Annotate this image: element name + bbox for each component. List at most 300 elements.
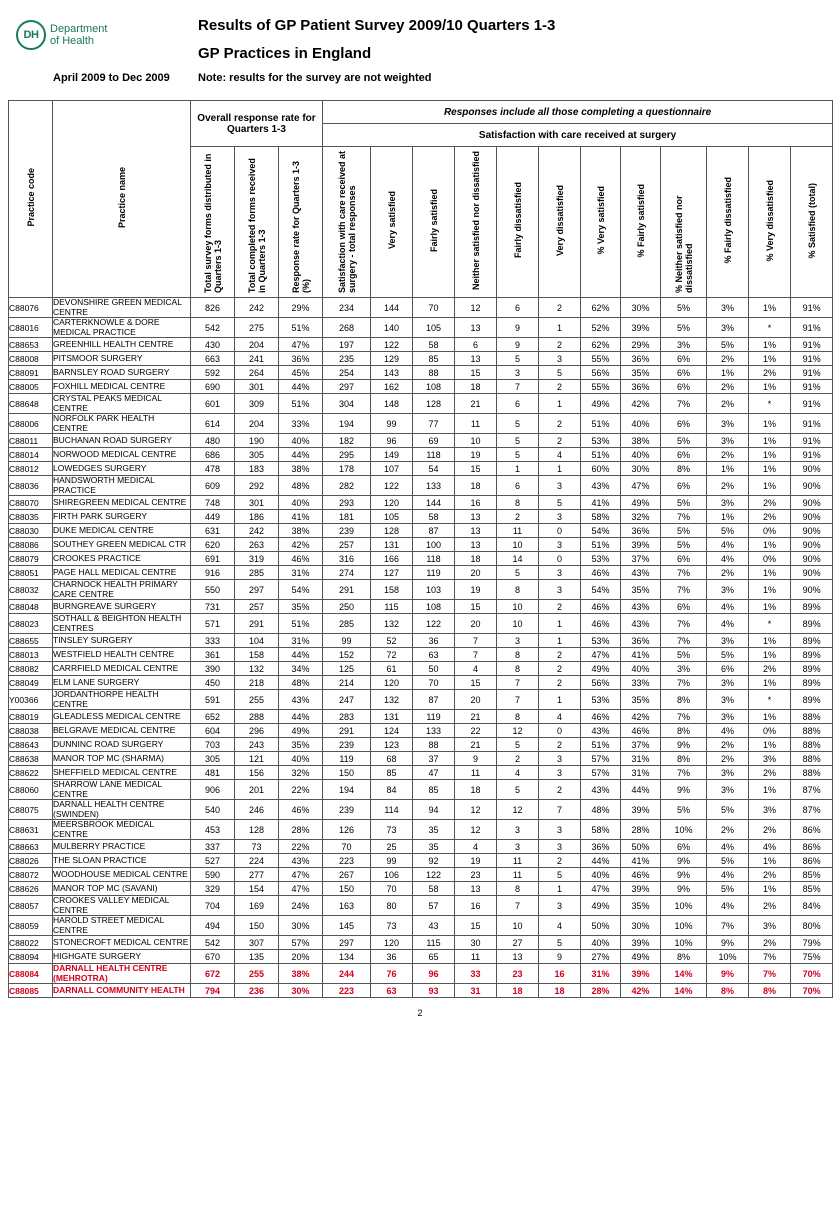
cell-value: 2 — [539, 738, 581, 752]
cell-value: 103 — [413, 580, 455, 600]
table-row — [9, 462, 833, 476]
cell-value: 7% — [661, 614, 707, 634]
cell-value: 99 — [323, 634, 371, 648]
cell-value: 86% — [791, 840, 833, 854]
cell-value: 152 — [323, 648, 371, 662]
cell-value: 88% — [791, 766, 833, 780]
cell-value: 703 — [191, 738, 235, 752]
cell-value: 3% — [707, 690, 749, 710]
cell-practice-code: C88085 — [9, 984, 53, 998]
table-row — [9, 298, 833, 318]
table-row — [9, 366, 833, 380]
cell-value: 46% — [581, 566, 621, 580]
cell-value: 7% — [661, 510, 707, 524]
table-row — [9, 984, 833, 998]
cell-practice-code: C88638 — [9, 752, 53, 766]
cell-value: 29% — [279, 298, 323, 318]
cell-value: 7% — [661, 634, 707, 648]
cell-value: 50% — [621, 840, 661, 854]
cell-value: 3% — [661, 662, 707, 676]
cell-value: 481 — [191, 766, 235, 780]
cell-value: 85% — [791, 882, 833, 896]
cell-value: 0% — [749, 552, 791, 566]
cell-value: 122 — [413, 868, 455, 882]
cell-value: 43% — [279, 854, 323, 868]
cell-practice-code: C88075 — [9, 800, 53, 820]
cell-value: 3% — [707, 298, 749, 318]
cell-value: 13 — [455, 524, 497, 538]
cell-value: 6% — [661, 448, 707, 462]
cell-value: 5% — [707, 338, 749, 352]
cell-value: 33% — [279, 414, 323, 434]
cell-value: 88% — [791, 710, 833, 724]
cell-value: 1% — [749, 298, 791, 318]
cell-value: 150 — [235, 916, 279, 936]
cell-value: 51% — [581, 738, 621, 752]
cell-value: 7 — [539, 800, 581, 820]
cell-value: 11 — [497, 868, 539, 882]
cell-practice-code: C88019 — [9, 710, 53, 724]
cell-value: 1% — [749, 676, 791, 690]
cell-value: 8% — [661, 950, 707, 964]
cell-value: 542 — [191, 936, 235, 950]
cell-value: 1% — [749, 600, 791, 614]
header-response-rate: Response rate for Quarters 1-3 (%) — [279, 147, 323, 298]
cell-value: 60% — [581, 462, 621, 476]
cell-value: 58 — [413, 338, 455, 352]
cell-value: 86% — [791, 854, 833, 868]
cell-practice-name: CARRFIELD MEDICAL CENTRE — [53, 662, 191, 676]
cell-value: 69 — [413, 434, 455, 448]
cell-value: 73 — [235, 840, 279, 854]
cell-value: 246 — [235, 800, 279, 820]
table-row — [9, 552, 833, 566]
band-satisfaction: Satisfaction with care received at surgery — [323, 124, 833, 147]
cell-value: 121 — [235, 752, 279, 766]
cell-value: 620 — [191, 538, 235, 552]
cell-value: 53% — [581, 690, 621, 710]
cell-value: 36% — [621, 352, 661, 366]
cell-value: 235 — [323, 352, 371, 366]
cell-value: 8% — [707, 984, 749, 998]
cell-value: 2 — [539, 662, 581, 676]
cell-value: 194 — [323, 414, 371, 434]
table-row — [9, 964, 833, 984]
cell-practice-name: SOTHALL & BEIGHTON HEALTH CENTRES — [53, 614, 191, 634]
cell-value: 88 — [413, 366, 455, 380]
cell-value: 18 — [539, 984, 581, 998]
cell-value: 3 — [539, 352, 581, 366]
cell-practice-code: C88091 — [9, 366, 53, 380]
cell-value: 3% — [707, 434, 749, 448]
cell-value: 2% — [749, 366, 791, 380]
cell-value: 131 — [371, 710, 413, 724]
cell-value: 4% — [707, 840, 749, 854]
cell-value: 27% — [581, 950, 621, 964]
cell-value: 3% — [749, 916, 791, 936]
cell-practice-name: CROOKES PRACTICE — [53, 552, 191, 566]
cell-value: 8 — [497, 580, 539, 600]
cell-value: 38% — [279, 524, 323, 538]
cell-value: 285 — [323, 614, 371, 634]
cell-value: 9% — [661, 780, 707, 800]
cell-value: 40% — [279, 434, 323, 448]
cell-value: 43% — [279, 690, 323, 710]
cell-value: 906 — [191, 780, 235, 800]
cell-value: 91% — [791, 318, 833, 338]
cell-value: 119 — [413, 710, 455, 724]
cell-practice-name: SHARROW LANE MEDICAL CENTRE — [53, 780, 191, 800]
cell-value: 7% — [661, 580, 707, 600]
header-very-satisfied: Very satisfied — [371, 147, 413, 298]
cell-value: 3% — [707, 496, 749, 510]
cell-value: 91% — [791, 448, 833, 462]
cell-value: 3% — [661, 338, 707, 352]
cell-value: 36 — [413, 634, 455, 648]
cell-value: 58% — [581, 510, 621, 524]
cell-value: 87% — [791, 780, 833, 800]
cell-value: 85% — [791, 868, 833, 882]
cell-value: 2% — [749, 868, 791, 882]
cell-value: 11 — [455, 766, 497, 780]
cell-value: 7% — [749, 964, 791, 984]
cell-value: 0% — [749, 724, 791, 738]
cell-value: 70 — [413, 298, 455, 318]
cell-value: 337 — [191, 840, 235, 854]
cell-value: 242 — [235, 524, 279, 538]
cell-value: 89% — [791, 676, 833, 690]
cell-value: 297 — [235, 580, 279, 600]
cell-value: 2 — [497, 752, 539, 766]
cell-value: 10 — [497, 600, 539, 614]
cell-practice-code: C88022 — [9, 936, 53, 950]
cell-value: 39% — [621, 318, 661, 338]
cell-practice-name: FIRTH PARK SURGERY — [53, 510, 191, 524]
cell-value: 90% — [791, 476, 833, 496]
cell-value: 704 — [191, 896, 235, 916]
cell-value: 2% — [749, 510, 791, 524]
cell-value: 309 — [235, 394, 279, 414]
cell-value: 105 — [371, 510, 413, 524]
cell-practice-name: FOXHILL MEDICAL CENTRE — [53, 380, 191, 394]
cell-value: 5% — [707, 882, 749, 896]
cell-practice-code: C88060 — [9, 780, 53, 800]
cell-value: 40% — [621, 662, 661, 676]
cell-value: 333 — [191, 634, 235, 648]
cell-value: 44% — [581, 854, 621, 868]
cell-practice-name: TINSLEY SURGERY — [53, 634, 191, 648]
cell-value: 28% — [581, 984, 621, 998]
cell-value: 80 — [371, 896, 413, 916]
cell-value: 3 — [539, 840, 581, 854]
cell-value: 128 — [413, 394, 455, 414]
cell-value: 35 — [413, 840, 455, 854]
header-fairly-satisfied: Fairly satisfied — [413, 147, 455, 298]
cell-value: 6% — [661, 600, 707, 614]
cell-value: 9% — [661, 738, 707, 752]
cell-value: 5 — [539, 366, 581, 380]
cell-value: 30% — [621, 462, 661, 476]
cell-value: 282 — [323, 476, 371, 496]
cell-value: 2% — [749, 662, 791, 676]
cell-value: 36% — [621, 380, 661, 394]
cell-value: 92 — [413, 854, 455, 868]
dh-logo — [16, 20, 126, 56]
header-pct-neither: % Neither satisfied nor dissatisfied — [661, 147, 707, 298]
cell-value: 242 — [235, 298, 279, 318]
cell-value: 56% — [581, 366, 621, 380]
cell-value: 47% — [279, 868, 323, 882]
cell-value: 8% — [661, 752, 707, 766]
cell-value: 129 — [371, 352, 413, 366]
cell-value: 108 — [413, 380, 455, 394]
cell-value: 3 — [497, 840, 539, 854]
table-row — [9, 766, 833, 780]
cell-value: 63 — [413, 648, 455, 662]
cell-value: 148 — [371, 394, 413, 414]
table-row — [9, 710, 833, 724]
cell-value: 3% — [749, 800, 791, 820]
cell-practice-name: SOUTHEY GREEN MEDICAL CTR — [53, 538, 191, 552]
cell-practice-name: NORFOLK PARK HEALTH CENTRE — [53, 414, 191, 434]
cell-value: 29% — [621, 338, 661, 352]
cell-value: 22% — [279, 780, 323, 800]
cell-practice-code: C88057 — [9, 896, 53, 916]
cell-value: 183 — [235, 462, 279, 476]
cell-value: 79% — [791, 936, 833, 950]
cell-value: 23 — [497, 964, 539, 984]
cell-value: 119 — [323, 752, 371, 766]
header-fairly-dissatisfied: Fairly dissatisfied — [497, 147, 539, 298]
cell-value: 5% — [661, 318, 707, 338]
cell-value: 88% — [791, 724, 833, 738]
cell-value: 94 — [413, 800, 455, 820]
table-row — [9, 634, 833, 648]
cell-value: 6% — [661, 552, 707, 566]
cell-value: 3% — [749, 752, 791, 766]
table-row — [9, 580, 833, 600]
cell-value: 5 — [497, 414, 539, 434]
header-pct-satisfied-total: % Satisfied (total) — [791, 147, 833, 298]
cell-value: 49% — [279, 724, 323, 738]
cell-value: 2 — [539, 648, 581, 662]
cell-value: 2 — [539, 380, 581, 394]
cell-value: 2 — [539, 434, 581, 448]
cell-value: 49% — [621, 496, 661, 510]
cell-value: 77 — [413, 414, 455, 434]
cell-value: 48% — [581, 800, 621, 820]
cell-value: 133 — [413, 476, 455, 496]
cell-value: 35% — [621, 690, 661, 710]
cell-value: 40% — [621, 414, 661, 434]
cell-value: 13 — [455, 510, 497, 524]
cell-value: 30% — [621, 916, 661, 936]
cell-value: 34% — [279, 662, 323, 676]
cell-value: 316 — [323, 552, 371, 566]
cell-value: 609 — [191, 476, 235, 496]
cell-practice-code: C88012 — [9, 462, 53, 476]
dh-logo-line2: of Health — [50, 35, 95, 47]
cell-value: 3% — [707, 766, 749, 780]
cell-value: 5% — [661, 496, 707, 510]
cell-value: 14% — [661, 964, 707, 984]
cell-practice-name: DARNALL HEALTH CENTRE (SWINDEN) — [53, 800, 191, 820]
cell-practice-code: C88648 — [9, 394, 53, 414]
cell-value: 39% — [621, 538, 661, 552]
table-row — [9, 662, 833, 676]
cell-value: 449 — [191, 510, 235, 524]
cell-value: 162 — [371, 380, 413, 394]
cell-value: 4% — [707, 896, 749, 916]
cell-value: 154 — [235, 882, 279, 896]
cell-value: 7 — [455, 648, 497, 662]
cell-value: 47% — [581, 882, 621, 896]
table-row — [9, 448, 833, 462]
cell-practice-name: WOODHOUSE MEDICAL CENTRE — [53, 868, 191, 882]
cell-value: 114 — [371, 800, 413, 820]
cell-value: 794 — [191, 984, 235, 998]
cell-value: 3% — [707, 710, 749, 724]
cell-value: 46% — [279, 800, 323, 820]
cell-value: 7% — [707, 916, 749, 936]
cell-value: 275 — [235, 318, 279, 338]
cell-practice-code: C88011 — [9, 434, 53, 448]
cell-value: 2% — [707, 476, 749, 496]
cell-value: 25 — [371, 840, 413, 854]
cell-value: 90% — [791, 566, 833, 580]
header-band-row-1 — [9, 101, 833, 124]
header-pct-very-dissatisfied: % Very dissatisfied — [749, 147, 791, 298]
cell-value: 494 — [191, 916, 235, 936]
cell-value: 149 — [371, 448, 413, 462]
cell-value: 118 — [413, 448, 455, 462]
cell-practice-code: C88023 — [9, 614, 53, 634]
cell-value: 8% — [661, 724, 707, 738]
cell-value: 16 — [455, 496, 497, 510]
page-number: 2 — [417, 1008, 423, 1018]
cell-value: 36% — [621, 524, 661, 538]
cell-value: 293 — [323, 496, 371, 510]
cell-value: 10% — [661, 820, 707, 840]
cell-value: 3 — [539, 580, 581, 600]
cell-practice-code: C88082 — [9, 662, 53, 676]
cell-practice-code: Y00366 — [9, 690, 53, 710]
cell-value: 288 — [235, 710, 279, 724]
cell-value: 91% — [791, 434, 833, 448]
cell-value: 2 — [539, 338, 581, 352]
cell-practice-code: C88005 — [9, 380, 53, 394]
cell-value: 3% — [707, 318, 749, 338]
cell-value: 1% — [707, 462, 749, 476]
table-row — [9, 476, 833, 496]
cell-value: 672 — [191, 964, 235, 984]
cell-value: 47% — [279, 338, 323, 352]
cell-value: 8 — [497, 496, 539, 510]
cell-practice-name: BURNGREAVE SURGERY — [53, 600, 191, 614]
cell-value: 90% — [791, 496, 833, 510]
cell-value: 24% — [279, 896, 323, 916]
cell-value: 80% — [791, 916, 833, 936]
cell-practice-name: LOWEDGES SURGERY — [53, 462, 191, 476]
cell-value: 32% — [279, 766, 323, 780]
cell-value: 234 — [323, 298, 371, 318]
cell-value: 6 — [455, 338, 497, 352]
cell-value: 5% — [661, 524, 707, 538]
cell-value: 190 — [235, 434, 279, 448]
cell-value: 6 — [497, 298, 539, 318]
cell-value: 20 — [455, 614, 497, 634]
cell-value: 89% — [791, 614, 833, 634]
cell-value: 35% — [621, 366, 661, 380]
header-practice-name: Practice name — [53, 101, 191, 298]
cell-value: 1% — [749, 634, 791, 648]
table-row — [9, 352, 833, 366]
header-very-dissatisfied: Very dissatisfied — [539, 147, 581, 298]
cell-value: 268 — [323, 318, 371, 338]
cell-value: 3 — [497, 634, 539, 648]
cell-value: 305 — [235, 448, 279, 462]
cell-value: 122 — [413, 614, 455, 634]
cell-practice-code: C88059 — [9, 916, 53, 936]
cell-value: 1% — [749, 434, 791, 448]
cell-value: 7% — [661, 710, 707, 724]
cell-value: 6% — [661, 476, 707, 496]
cell-value: 4 — [539, 448, 581, 462]
cell-value: 6% — [661, 414, 707, 434]
cell-value: 107 — [371, 462, 413, 476]
cell-value: 263 — [235, 538, 279, 552]
cell-value: 4% — [707, 868, 749, 882]
cell-value: 6% — [707, 662, 749, 676]
cell-value: 41% — [621, 854, 661, 868]
cell-value: 7 — [455, 634, 497, 648]
cell-value: 218 — [235, 676, 279, 690]
cell-value: 89% — [791, 634, 833, 648]
cell-practice-name: HAROLD STREET MEDICAL CENTRE — [53, 916, 191, 936]
cell-value: 6% — [661, 366, 707, 380]
cell-value: 7% — [661, 766, 707, 780]
cell-value: 478 — [191, 462, 235, 476]
cell-value: 11 — [455, 414, 497, 434]
cell-value: 44% — [279, 648, 323, 662]
cell-value: 18 — [455, 380, 497, 394]
cell-value: 15 — [455, 462, 497, 476]
cell-value: 53% — [581, 634, 621, 648]
cell-practice-code: C88016 — [9, 318, 53, 338]
cell-value: 12 — [455, 820, 497, 840]
cell-value: 6% — [661, 352, 707, 366]
cell-value: 10% — [661, 916, 707, 936]
cell-value: 127 — [371, 566, 413, 580]
cell-value: 144 — [371, 298, 413, 318]
cell-practice-name: SHEFFIELD MEDICAL CENTRE — [53, 766, 191, 780]
cell-value: 7% — [749, 950, 791, 964]
cell-value: 39% — [621, 882, 661, 896]
cell-value: 90% — [791, 538, 833, 552]
table-row — [9, 600, 833, 614]
cell-value: 20 — [455, 690, 497, 710]
cell-value: 2% — [749, 820, 791, 840]
cell-value: 295 — [323, 448, 371, 462]
cell-value: 2% — [749, 936, 791, 950]
cell-value: 158 — [371, 580, 413, 600]
cell-value: 13 — [455, 882, 497, 896]
cell-practice-code: C88643 — [9, 738, 53, 752]
cell-practice-name: DUNNINC ROAD SURGERY — [53, 738, 191, 752]
cell-value: 5% — [661, 298, 707, 318]
cell-value: 106 — [371, 868, 413, 882]
cell-value: 22% — [279, 840, 323, 854]
